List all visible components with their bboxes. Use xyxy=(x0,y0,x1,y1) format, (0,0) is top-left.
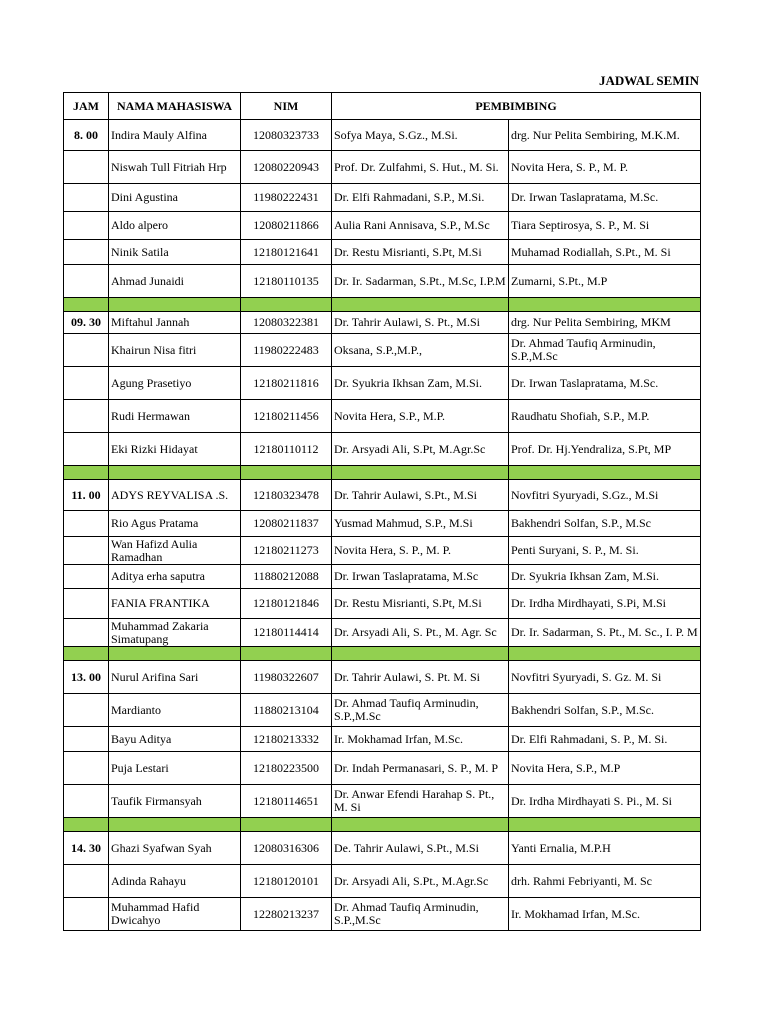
separator-cell xyxy=(64,647,109,661)
table-row xyxy=(64,400,701,433)
table-row xyxy=(64,151,701,184)
separator-cell xyxy=(509,647,701,661)
student-name: Eki Rizki Hidayat xyxy=(109,433,241,466)
session-time xyxy=(64,727,109,752)
separator-cell xyxy=(332,298,509,312)
supervisor-2: Raudhatu Shofiah, S.P., M.P. xyxy=(509,400,701,433)
table-row xyxy=(64,752,701,785)
session-time: 11. 00 xyxy=(64,480,109,511)
table-row xyxy=(64,565,701,589)
student-name: Miftahul Jannah xyxy=(109,312,241,334)
supervisor-1: Aulia Rani Annisava, S.P., M.Sc xyxy=(332,212,509,240)
student-name: Mardianto xyxy=(109,694,241,727)
session-time xyxy=(64,212,109,240)
header-nim: NIM xyxy=(241,93,332,120)
separator-cell xyxy=(509,298,701,312)
student-nim: 11880213104 xyxy=(241,694,332,727)
table-row xyxy=(64,120,701,151)
student-nim: 11980322607 xyxy=(241,661,332,694)
student-nim: 12180211456 xyxy=(241,400,332,433)
student-name: Aldo alpero xyxy=(109,212,241,240)
supervisor-2: Prof. Dr. Hj.Yendraliza, S.Pt, MP xyxy=(509,433,701,466)
table-row xyxy=(64,589,701,619)
supervisor-2: Bakhendri Solfan, S.P., M.Sc xyxy=(509,511,701,537)
student-name: Rio Agus Pratama xyxy=(109,511,241,537)
session-time xyxy=(64,433,109,466)
supervisor-1: Oksana, S.P.,M.P., xyxy=(332,334,509,367)
student-name: Agung Prasetiyo xyxy=(109,367,241,400)
supervisor-2: Zumarni, S.Pt., M.P xyxy=(509,265,701,298)
session-time xyxy=(64,334,109,367)
student-nim: 12180114414 xyxy=(241,619,332,647)
table-row xyxy=(64,619,701,647)
supervisor-1: Dr. Restu Misrianti, S.Pt, M.Si xyxy=(332,240,509,265)
supervisor-1: Dr. Arsyadi Ali, S.Pt., M.Agr.Sc xyxy=(332,865,509,898)
separator-cell xyxy=(332,647,509,661)
header-jam: JAM xyxy=(64,93,109,120)
session-separator xyxy=(64,298,701,312)
header-nama-mahasiswa: NAMA MAHASISWA xyxy=(109,93,241,120)
table-row xyxy=(64,265,701,298)
session-time: 8. 00 xyxy=(64,120,109,151)
separator-cell xyxy=(241,466,332,480)
student-name: Nurul Arifina Sari xyxy=(109,661,241,694)
supervisor-2: drg. Nur Pelita Sembiring, MKM xyxy=(509,312,701,334)
supervisor-2: Dr. Irwan Taslapratama, M.Sc. xyxy=(509,367,701,400)
supervisor-1: Sofya Maya, S.Gz., M.Si. xyxy=(332,120,509,151)
page-title: JADWAL SEMIN xyxy=(599,73,700,88)
student-name: Rudi Hermawan xyxy=(109,400,241,433)
separator-cell xyxy=(109,647,241,661)
supervisor-2: Bakhendri Solfan, S.P., M.Sc. xyxy=(509,694,701,727)
student-nim: 12080211866 xyxy=(241,212,332,240)
table-row xyxy=(64,511,701,537)
student-nim: 12180110112 xyxy=(241,433,332,466)
supervisor-2: drg. Nur Pelita Sembiring, M.K.M. xyxy=(509,120,701,151)
student-nim: 12180114651 xyxy=(241,785,332,818)
separator-cell xyxy=(109,298,241,312)
supervisor-1: Dr. Tahrir Aulawi, S.Pt., M.Si xyxy=(332,480,509,511)
separator-cell xyxy=(332,466,509,480)
supervisor-1: Prof. Dr. Zulfahmi, S. Hut., M. Si. xyxy=(332,151,509,184)
table-row xyxy=(64,661,701,694)
separator-cell xyxy=(109,466,241,480)
supervisor-2: Novfitri Syuryadi, S.Gz., M.Si xyxy=(509,480,701,511)
table-row xyxy=(64,785,701,818)
supervisor-1: Novita Hera, S.P., M.P. xyxy=(332,400,509,433)
supervisor-1: Dr. Indah Permanasari, S. P., M. P xyxy=(332,752,509,785)
student-nim: 12180223500 xyxy=(241,752,332,785)
supervisor-1: Dr. Anwar Efendi Harahap S. Pt., M. Si xyxy=(332,785,509,818)
student-nim: 12180120101 xyxy=(241,865,332,898)
student-nim: 12180110135 xyxy=(241,265,332,298)
supervisor-2: Tiara Septirosya, S. P., M. Si xyxy=(509,212,701,240)
table-row xyxy=(64,212,701,240)
separator-cell xyxy=(241,298,332,312)
session-time xyxy=(64,265,109,298)
supervisor-1: Dr. Ahmad Taufiq Arminudin, S.P.,M.Sc xyxy=(332,694,509,727)
table-row xyxy=(64,184,701,212)
separator-cell xyxy=(64,466,109,480)
supervisor-1: Dr. Syukria Ikhsan Zam, M.Si. xyxy=(332,367,509,400)
separator-cell xyxy=(241,818,332,832)
session-time xyxy=(64,694,109,727)
session-separator xyxy=(64,818,701,832)
supervisor-1: Dr. Arsyadi Ali, S. Pt., M. Agr. Sc xyxy=(332,619,509,647)
session-time: 14. 30 xyxy=(64,832,109,865)
student-name: Khairun Nisa fitri xyxy=(109,334,241,367)
supervisor-1: Dr. Restu Misrianti, S.Pt, M.Si xyxy=(332,589,509,619)
table-row xyxy=(64,832,701,865)
supervisor-2: Dr. Irdha Mirdhayati S. Pi., M. Si xyxy=(509,785,701,818)
supervisor-2: Ir. Mokhamad Irfan, M.Sc. xyxy=(509,898,701,931)
separator-cell xyxy=(241,647,332,661)
session-separator xyxy=(64,647,701,661)
separator-cell xyxy=(109,818,241,832)
student-nim: 11980222431 xyxy=(241,184,332,212)
session-time xyxy=(64,589,109,619)
student-name: Ahmad Junaidi xyxy=(109,265,241,298)
supervisor-1: Yusmad Mahmud, S.P., M.Si xyxy=(332,511,509,537)
student-name: Muhammad Zakaria Simatupang xyxy=(109,619,241,647)
session-time xyxy=(64,367,109,400)
supervisor-1: De. Tahrir Aulawi, S.Pt., M.Si xyxy=(332,832,509,865)
student-name: Adinda Rahayu xyxy=(109,865,241,898)
supervisor-2: Dr. Ir. Sadarman, S. Pt., M. Sc., I. P. M xyxy=(509,619,701,647)
supervisor-2: Dr. Elfi Rahmadani, S. P., M. Si. xyxy=(509,727,701,752)
student-nim: 12080322381 xyxy=(241,312,332,334)
session-time xyxy=(64,537,109,565)
table-row xyxy=(64,367,701,400)
schedule-table xyxy=(63,92,701,931)
student-nim: 12080323733 xyxy=(241,120,332,151)
session-time xyxy=(64,511,109,537)
table-row xyxy=(64,240,701,265)
student-name: FANIA FRANTIKA xyxy=(109,589,241,619)
table-row xyxy=(64,727,701,752)
table-row xyxy=(64,694,701,727)
student-nim: 12180121846 xyxy=(241,589,332,619)
supervisor-2: Dr. Ahmad Taufiq Arminudin, S.P.,M.Sc xyxy=(509,334,701,367)
student-name: Indira Mauly Alfina xyxy=(109,120,241,151)
student-name: Ninik Satila xyxy=(109,240,241,265)
session-time xyxy=(64,752,109,785)
supervisor-2: Dr. Irwan Taslapratama, M.Sc. xyxy=(509,184,701,212)
supervisor-2: Yanti Ernalia, M.P.H xyxy=(509,832,701,865)
session-time xyxy=(64,619,109,647)
student-nim: 12280213237 xyxy=(241,898,332,931)
session-time xyxy=(64,400,109,433)
session-time xyxy=(64,865,109,898)
table-row xyxy=(64,334,701,367)
supervisor-1: Dr. Tahrir Aulawi, S. Pt., M.Si xyxy=(332,312,509,334)
supervisor-2: Muhamad Rodiallah, S.Pt., M. Si xyxy=(509,240,701,265)
supervisor-2: Dr. Irdha Mirdhayati, S.Pi, M.Si xyxy=(509,589,701,619)
student-nim: 12080316306 xyxy=(241,832,332,865)
table-row xyxy=(64,865,701,898)
student-name: ADYS REYVALISA .S. xyxy=(109,480,241,511)
student-name: Ghazi Syafwan Syah xyxy=(109,832,241,865)
student-name: Aditya erha saputra xyxy=(109,565,241,589)
supervisor-2: Penti Suryani, S. P., M. Si. xyxy=(509,537,701,565)
session-time xyxy=(64,565,109,589)
student-nim: 12080220943 xyxy=(241,151,332,184)
supervisor-1: Dr. Arsyadi Ali, S.Pt, M.Agr.Sc xyxy=(332,433,509,466)
session-time: 09. 30 xyxy=(64,312,109,334)
student-nim: 11980222483 xyxy=(241,334,332,367)
session-time xyxy=(64,898,109,931)
student-nim: 12180211816 xyxy=(241,367,332,400)
supervisor-2: Novita Hera, S.P., M.P xyxy=(509,752,701,785)
table-row xyxy=(64,312,701,334)
student-name: Taufik Firmansyah xyxy=(109,785,241,818)
separator-cell xyxy=(332,818,509,832)
supervisor-2: Novita Hera, S. P., M. P. xyxy=(509,151,701,184)
session-time: 13. 00 xyxy=(64,661,109,694)
table-row xyxy=(64,433,701,466)
session-time xyxy=(64,785,109,818)
student-nim: 12180323478 xyxy=(241,480,332,511)
student-name: Puja Lestari xyxy=(109,752,241,785)
supervisor-2: drh. Rahmi Febriyanti, M. Sc xyxy=(509,865,701,898)
student-name: Dini Agustina xyxy=(109,184,241,212)
student-name: Wan Hafizd Aulia Ramadhan xyxy=(109,537,241,565)
supervisor-1: Dr. Elfi Rahmadani, S.P., M.Si. xyxy=(332,184,509,212)
session-separator xyxy=(64,466,701,480)
table-row xyxy=(64,480,701,511)
student-nim: 12180211273 xyxy=(241,537,332,565)
student-name: Niswah Tull Fitriah Hrp xyxy=(109,151,241,184)
table-header-row xyxy=(64,93,701,120)
supervisor-1: Dr. Irwan Taslapratama, M.Sc xyxy=(332,565,509,589)
table-row xyxy=(64,537,701,565)
supervisor-1: Novita Hera, S. P., M. P. xyxy=(332,537,509,565)
supervisor-1: Dr. Tahrir Aulawi, S. Pt. M. Si xyxy=(332,661,509,694)
supervisor-1: Ir. Mokhamad Irfan, M.Sc. xyxy=(332,727,509,752)
table-row xyxy=(64,898,701,931)
supervisor-2: Dr. Syukria Ikhsan Zam, M.Si. xyxy=(509,565,701,589)
supervisor-1: Dr. Ir. Sadarman, S.Pt., M.Sc, I.P.M xyxy=(332,265,509,298)
separator-cell xyxy=(509,818,701,832)
session-time xyxy=(64,151,109,184)
student-nim: 11880212088 xyxy=(241,565,332,589)
separator-cell xyxy=(64,298,109,312)
student-name: Bayu Aditya xyxy=(109,727,241,752)
separator-cell xyxy=(64,818,109,832)
student-nim: 12180213332 xyxy=(241,727,332,752)
student-name: Muhammad Hafid Dwicahyo xyxy=(109,898,241,931)
student-nim: 12080211837 xyxy=(241,511,332,537)
student-nim: 12180121641 xyxy=(241,240,332,265)
supervisor-2: Novfitri Syuryadi, S. Gz. M. Si xyxy=(509,661,701,694)
session-time xyxy=(64,184,109,212)
supervisor-1: Dr. Ahmad Taufiq Arminudin, S.P.,M.Sc xyxy=(332,898,509,931)
separator-cell xyxy=(509,466,701,480)
header-pembimbing: PEMBIMBING xyxy=(332,93,701,120)
session-time xyxy=(64,240,109,265)
